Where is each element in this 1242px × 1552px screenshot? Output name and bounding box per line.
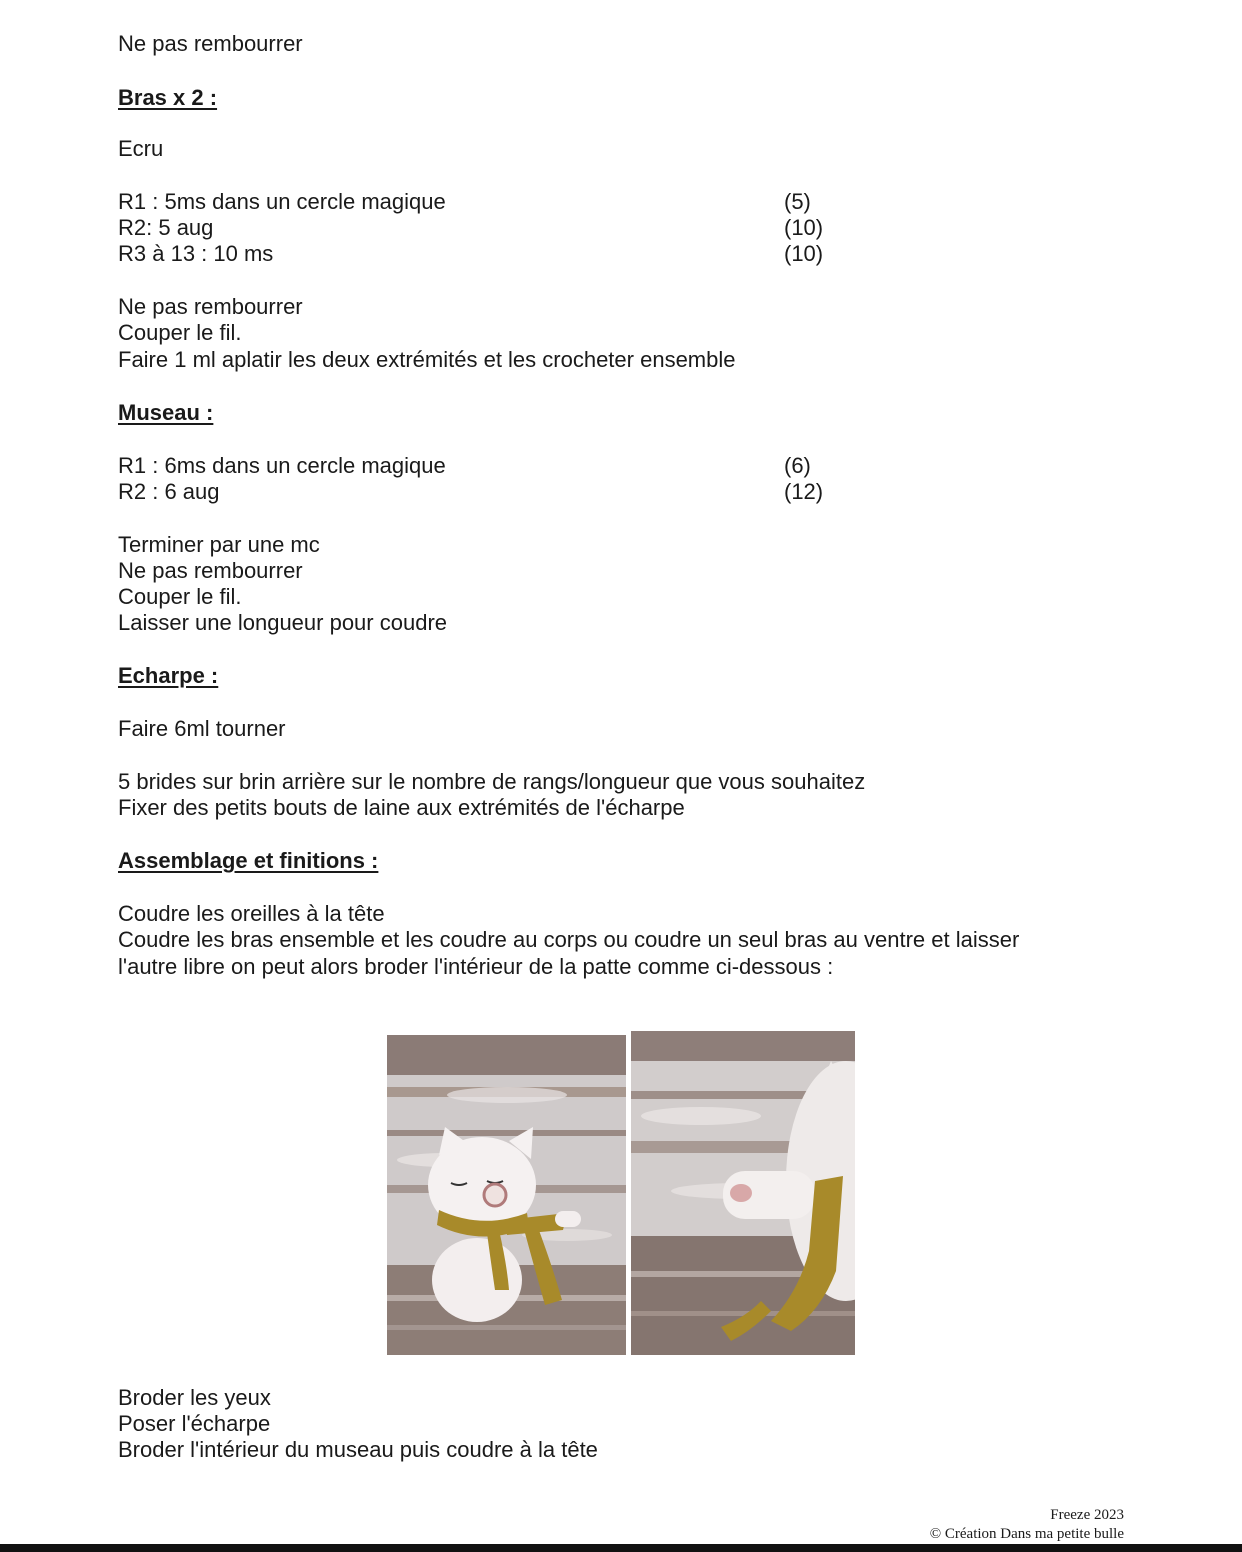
bras-row-1-count: (5) <box>784 189 811 214</box>
photo-kitten-paw <box>631 1031 855 1355</box>
museau-row-1-count: (6) <box>784 453 811 478</box>
final-line-3: Broder l'intérieur du museau puis coudre à la tête <box>118 1437 598 1462</box>
final-line-1: Broder les yeux <box>118 1385 271 1410</box>
assemblage-line-2: Coudre les bras ensemble et les coudre au corps ou coudre un seul bras au ventre et laisser <box>118 927 1020 952</box>
echarpe-note-2: Fixer des petits bouts de laine aux extrémités de l'écharpe <box>118 795 685 820</box>
museau-row-2: R2 : 6 aug <box>118 479 220 504</box>
museau-note-1: Terminer par une mc <box>118 532 320 557</box>
museau-row-1: R1 : 6ms dans un cercle magique <box>118 453 446 478</box>
assemblage-line-3: l'autre libre on peut alors broder l'intérieur de la patte comme ci-dessous : <box>118 954 834 979</box>
footer-title: Freeze 2023 <box>1050 1507 1124 1523</box>
museau-row-2-count: (12) <box>784 479 824 504</box>
bras-row-3-count: (10) <box>784 241 824 266</box>
footer-copyright: © Création Dans ma petite bulle <box>929 1526 1124 1542</box>
bras-note-1: Ne pas rembourrer <box>118 294 303 319</box>
section-title-echarpe: Echarpe : <box>118 663 219 688</box>
intro-line: Ne pas rembourrer <box>118 31 303 56</box>
museau-note-2: Ne pas rembourrer <box>118 558 303 583</box>
bras-note-2: Couper le fil. <box>118 320 242 345</box>
photo-kitten-paw-illustration <box>631 1031 855 1355</box>
bottom-bar <box>0 1544 1242 1552</box>
bras-row-3: R3 à 13 : 10 ms <box>118 241 274 266</box>
museau-note-4: Laisser une longueur pour coudre <box>118 610 448 635</box>
assemblage-line-1: Coudre les oreilles à la tête <box>118 901 385 926</box>
photo-kitten-front <box>387 1035 626 1355</box>
echarpe-note-1: 5 brides sur brin arrière sur le nombre de rangs/longueur que vous souhaitez <box>118 769 866 794</box>
final-line-2: Poser l'écharpe <box>118 1411 271 1436</box>
echarpe-start: Faire 6ml tourner <box>118 716 286 741</box>
section-title-bras: Bras x 2 : <box>118 85 218 110</box>
bras-row-2-count: (10) <box>784 215 824 240</box>
section-title-assemblage: Assemblage et finitions : <box>118 848 379 873</box>
photo-kitten-front-illustration <box>387 1035 626 1355</box>
bras-note-3: Faire 1 ml aplatir les deux extrémités et les crocheter ensemble <box>118 347 736 372</box>
bras-row-2: R2: 5 aug <box>118 215 214 240</box>
section-title-museau: Museau : <box>118 400 214 425</box>
museau-note-3: Couper le fil. <box>118 584 242 609</box>
bras-row-1: R1 : 5ms dans un cercle magique <box>118 189 446 214</box>
bras-color: Ecru <box>118 136 164 161</box>
